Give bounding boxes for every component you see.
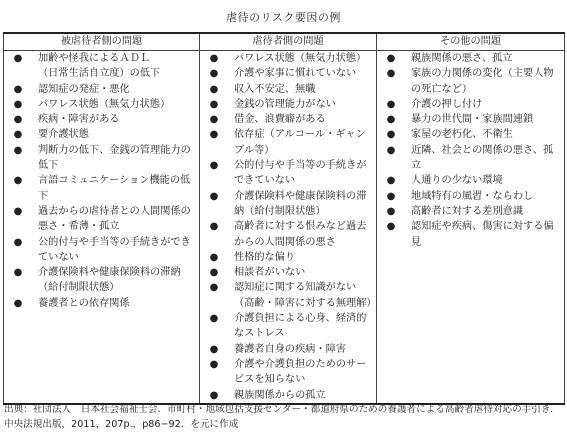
bullet-icon: ● bbox=[209, 83, 219, 95]
list-item bbox=[4, 204, 197, 235]
list-item-text: 公的付与や手当等の手続きができていない bbox=[234, 160, 367, 187]
abuser-side-cell bbox=[200, 51, 377, 404]
bullet-icon: ● bbox=[386, 114, 396, 126]
list-item bbox=[200, 51, 374, 66]
list-item bbox=[200, 158, 374, 189]
list-item-text: 親族関係の悪さ、孤立 bbox=[411, 53, 513, 64]
list-item-text: パワレス状態（無気力状態） bbox=[234, 53, 367, 64]
bullet-icon: ● bbox=[209, 160, 219, 172]
bullet-icon: ● bbox=[209, 68, 219, 80]
bullet-icon: ● bbox=[13, 205, 23, 217]
list-item-text: 親族関係からの孤立 bbox=[234, 389, 326, 401]
source-citation: 出典：社団法人 日本社会福祉士会．市町村・地域包括支援センター・都道府県のための養護者による高齢者虐待対応の手引き．中央法規出版，2011，207p.，p86−92．を元に作成 bbox=[4, 404, 560, 430]
list-item bbox=[377, 189, 562, 204]
list-item bbox=[200, 82, 374, 97]
bullet-icon: ● bbox=[209, 114, 219, 126]
bullet-icon: ● bbox=[13, 267, 23, 279]
list-item bbox=[200, 112, 374, 127]
list-item-text: 介護保険料や健康保険料の滞納（給付制限状態） bbox=[38, 267, 181, 294]
bullet-icon: ● bbox=[209, 282, 219, 294]
list-item bbox=[377, 97, 562, 112]
list-item bbox=[377, 219, 562, 250]
list-item bbox=[200, 357, 374, 388]
list-item-text: パワレス状態（無気力状態） bbox=[38, 98, 171, 110]
list-item bbox=[4, 82, 197, 97]
list-item-text: 家屋の老朽化、不衛生 bbox=[411, 129, 513, 141]
bullet-icon: ● bbox=[386, 144, 396, 156]
list-item-text: 介護や介護負担のためのサービスを知らない bbox=[234, 358, 367, 386]
bullet-icon: ● bbox=[209, 98, 219, 110]
abuser-side-list bbox=[200, 51, 377, 403]
list-item bbox=[4, 143, 197, 174]
list-item bbox=[377, 127, 562, 142]
list-item-text: 介護の押し付け bbox=[411, 98, 483, 110]
bullet-icon: ● bbox=[13, 53, 23, 64]
victim-side-list bbox=[4, 51, 197, 311]
list-item-text: 借金、浪費癖がある bbox=[234, 114, 326, 126]
bullet-icon: ● bbox=[209, 313, 219, 325]
list-item bbox=[377, 51, 562, 66]
list-item-text: 養護者との依存関係 bbox=[38, 297, 130, 309]
list-item bbox=[4, 97, 197, 112]
list-item-text: 介護や家事に慣れていない bbox=[234, 68, 357, 80]
list-item bbox=[200, 280, 377, 311]
list-item-text: 高齢者に対する差別意識 bbox=[411, 205, 524, 217]
table-body-row bbox=[4, 51, 565, 404]
bullet-icon: ● bbox=[209, 389, 219, 401]
list-item-text: 公的付与や手当等の手続きができていない bbox=[38, 236, 191, 263]
victim-side-cell bbox=[4, 51, 200, 404]
list-item bbox=[377, 112, 562, 127]
list-item-text: 判断力の低下、金銭の管理能力の低下 bbox=[38, 144, 191, 172]
list-item bbox=[4, 112, 197, 127]
list-item bbox=[200, 388, 374, 403]
bullet-icon: ● bbox=[209, 267, 219, 279]
list-item-text: 要介護状態 bbox=[38, 129, 89, 141]
bullet-icon: ● bbox=[386, 221, 396, 233]
list-item bbox=[377, 204, 562, 219]
other-issues-cell bbox=[377, 51, 565, 404]
bullet-icon: ● bbox=[13, 98, 23, 110]
list-item-text: 言語コミュニケーション機能の低下 bbox=[38, 175, 191, 202]
list-item bbox=[200, 97, 374, 112]
header-other-issues: その他の問題 bbox=[377, 33, 565, 51]
list-item bbox=[4, 173, 197, 204]
list-item-text: 疾病・障害がある bbox=[38, 114, 120, 126]
list-item-text: 加齢や怪我によるＡＤＬ （日常生活自立度）の低下 bbox=[38, 53, 161, 80]
list-item bbox=[377, 173, 562, 188]
list-item-text: 人通りの少ない環境 bbox=[411, 175, 503, 187]
bullet-icon: ● bbox=[386, 53, 396, 64]
list-item-text: 暴力の世代間・家族間連鎖 bbox=[411, 114, 534, 126]
bullet-icon: ● bbox=[13, 236, 23, 248]
list-item bbox=[4, 235, 197, 266]
bullet-icon: ● bbox=[13, 144, 23, 156]
table-header-row bbox=[4, 33, 565, 51]
list-item bbox=[200, 342, 374, 357]
bullet-icon: ● bbox=[13, 175, 23, 187]
list-item-text: 依存症（アルコール・ギャンブル等） bbox=[234, 129, 366, 156]
bullet-icon: ● bbox=[13, 114, 23, 126]
risk-factor-table bbox=[3, 32, 565, 405]
bullet-icon: ● bbox=[386, 205, 396, 217]
list-item-text: 介護負担による心身、経済的なストレス bbox=[234, 313, 367, 340]
list-item bbox=[200, 189, 374, 220]
list-item bbox=[377, 143, 562, 174]
bullet-icon: ● bbox=[13, 297, 23, 309]
bullet-icon: ● bbox=[13, 129, 23, 141]
list-item-text: 相談者がいない bbox=[234, 267, 306, 279]
header-victim-side: 被虐待者側の問題 bbox=[4, 33, 200, 51]
list-item-text: 高齢者に対する恨みなど過去からの人間関係の悪さ bbox=[234, 221, 367, 248]
bullet-icon: ● bbox=[386, 175, 396, 187]
bullet-icon: ● bbox=[386, 190, 396, 202]
list-item-text: 認知症や疾病、傷害に対する偏見 bbox=[411, 221, 554, 248]
list-item-text: 認知症に関する知識がない （高齢・障害に対する無理解） bbox=[234, 282, 377, 309]
list-item bbox=[200, 219, 374, 250]
list-item-text: 家族の力関係の変化（主要人物の死亡など） bbox=[411, 68, 554, 95]
header-abuser-side: 虐待者側の問題 bbox=[200, 33, 377, 51]
list-item-text: 過去からの虐待者との人間関係の悪さ・希薄・孤立 bbox=[38, 205, 191, 233]
list-item bbox=[4, 296, 197, 311]
list-item bbox=[4, 51, 197, 82]
list-item-text: 金銭の管理能力がない bbox=[234, 98, 336, 110]
bullet-icon: ● bbox=[209, 343, 219, 355]
bullet-icon: ● bbox=[209, 251, 219, 263]
list-item-text: 介護保険料や健康保険料の滞納（給付制限状態） bbox=[234, 190, 367, 217]
bullet-icon: ● bbox=[209, 53, 219, 64]
bullet-icon: ● bbox=[386, 68, 396, 80]
list-item-text: 認知症の発症・悪化 bbox=[38, 83, 130, 95]
bullet-icon: ● bbox=[209, 190, 219, 202]
other-issues-list bbox=[377, 51, 562, 250]
bullet-icon: ● bbox=[386, 129, 396, 141]
list-item-text: 近隣、社会との関係の悪さ、孤立 bbox=[411, 144, 554, 172]
list-item bbox=[4, 265, 197, 296]
list-item-text: 収入不安定、無職 bbox=[234, 83, 316, 95]
list-item-text: 地域特有の風習・ならわし bbox=[411, 190, 534, 202]
list-item bbox=[200, 311, 374, 342]
bullet-icon: ● bbox=[13, 83, 23, 95]
list-item bbox=[200, 265, 374, 280]
list-item bbox=[200, 66, 374, 81]
bullet-icon: ● bbox=[386, 98, 396, 110]
list-item bbox=[200, 127, 374, 158]
list-item bbox=[200, 250, 374, 265]
document-title: 虐待のリスク要因の例 bbox=[226, 11, 341, 24]
list-item bbox=[377, 66, 562, 97]
bullet-icon: ● bbox=[209, 221, 219, 233]
list-item bbox=[4, 127, 197, 142]
bullet-icon: ● bbox=[209, 129, 219, 141]
list-item-text: 養護者自身の疾病・障害 bbox=[234, 343, 347, 355]
list-item-text: 性格的な偏り bbox=[234, 251, 296, 263]
bullet-icon: ● bbox=[209, 358, 219, 370]
